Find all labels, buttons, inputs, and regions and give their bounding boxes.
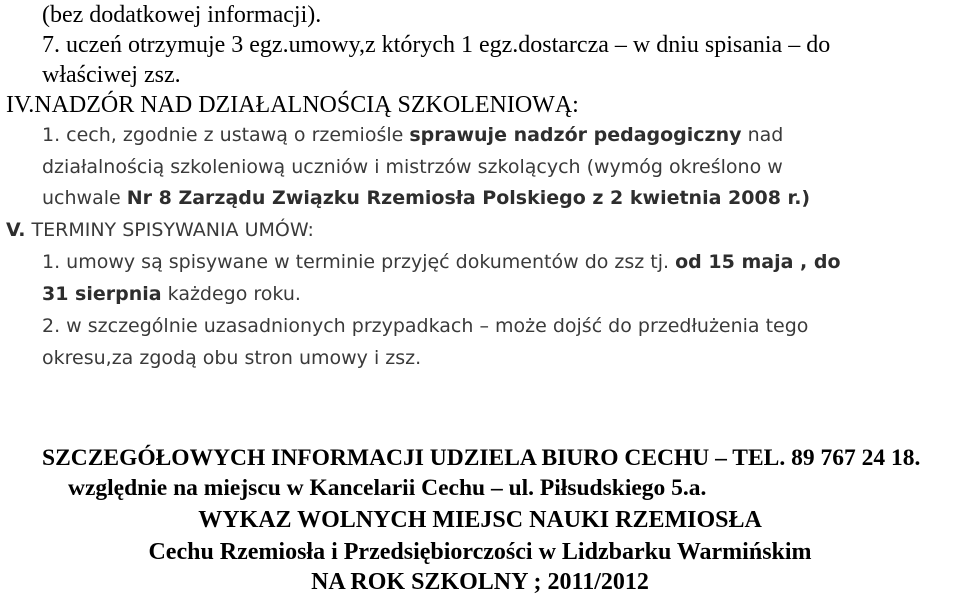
section-4-line-1: 1. cech, zgodnie z ustawą o rzemiośle sprawuje nadzór pedagogiczny nad xyxy=(42,124,784,146)
section-5-item-1: 1. umowy są spisywane w terminie przyjęć dokumentów do zsz tj. od 15 maja , do xyxy=(42,251,841,273)
section-5-heading: V. TERMINY SPISYWANIA UMÓW: xyxy=(6,219,314,241)
text-line-additional-info: (bez dodatkowej informacji). xyxy=(42,2,322,28)
text-line-item-7-cont: właściwej zsz. xyxy=(42,62,181,88)
school-year: NA ROK SZKOLNY ; 2011/2012 xyxy=(311,569,649,595)
section-4-line-3: uchwale Nr 8 Zarządu Związku Rzemiosła Polskiego z 2 kwietnia 2008 r.) xyxy=(42,187,811,209)
contact-info-line-1: SZCZEGÓŁOWYCH INFORMACJI UDZIELA BIURO CECHU – TEL. 89 767 24 18. xyxy=(42,445,921,471)
section-5-item-2: 2. w szczególnie uzasadnionych przypadkach – może dojść do przedłużenia tego xyxy=(42,315,809,337)
section-4-line-2: działalnością szkoleniową uczniów i mistrzów szkolących (wymóg określono w xyxy=(42,156,783,178)
section-4-heading: IV.NADZÓR NAD DZIAŁALNOŚCIĄ SZKOLENIOWĄ: xyxy=(6,92,579,118)
vacancy-list-title: WYKAZ WOLNYCH MIEJSC NAUKI RZEMIOSŁA xyxy=(198,507,762,533)
section-5-item-2-cont: okresu,za zgodą obu stron umowy i zsz. xyxy=(42,347,422,369)
section-5-item-1-cont: 31 sierpnia każdego roku. xyxy=(42,283,301,305)
vacancy-list-subtitle: Cechu Rzemiosła i Przedsiębiorczości w Lidzbarku Warmińskim xyxy=(148,539,812,565)
contact-info-line-2: względnie na miejscu w Kancelarii Cechu – ul. Piłsudskiego 5.a. xyxy=(68,475,707,501)
text-line-item-7: 7. uczeń otrzymuje 3 egz.umowy,z których 1 egz.dostarcza – w dniu spisania – do xyxy=(42,32,831,58)
